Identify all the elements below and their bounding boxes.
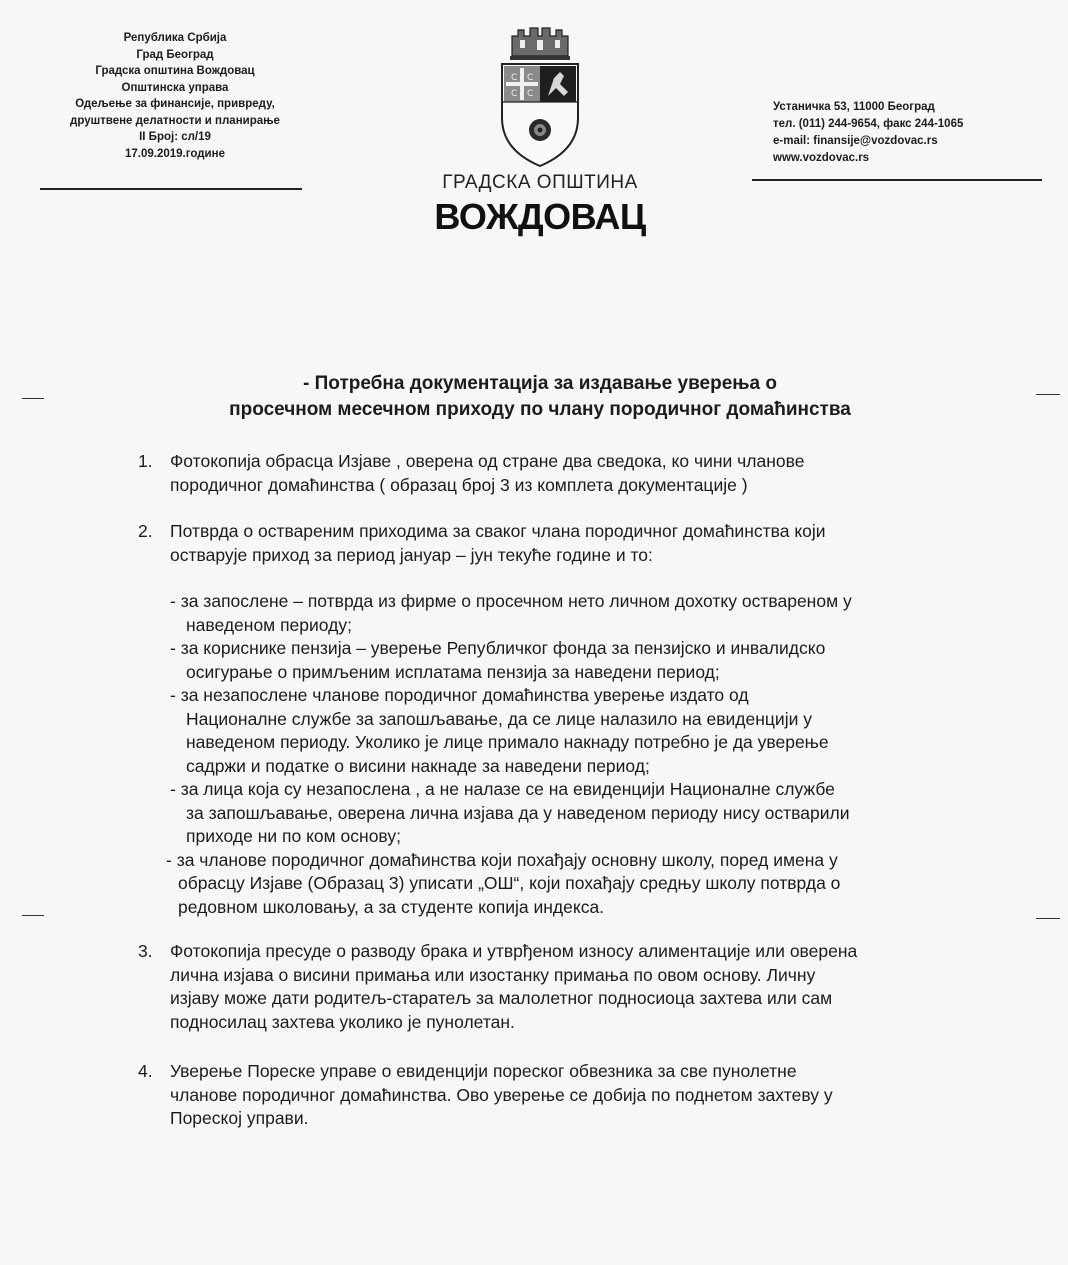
item-text: Потврда о оствареним приходима за сваког члана породичног домаћинства који остварује приход за период јануар – јун текуће године и то: — [170, 521, 826, 565]
svg-text:С: С — [527, 89, 534, 99]
contact-header — [773, 99, 1053, 167]
sender-line: Град Београд — [136, 48, 214, 61]
document-date: 17.09.2019.године — [125, 147, 225, 160]
item-number: 1. — [138, 451, 153, 471]
sender-line: Одељење за финансије, привреду, — [75, 98, 275, 110]
document-title — [100, 371, 980, 423]
item-number: 3. — [138, 941, 153, 961]
sender-line: Општинска управа — [121, 81, 229, 94]
contact-website: www.vozdovac.rs — [773, 152, 870, 164]
contact-phone: тел. (011) 244-9654, факс 244-1065 — [773, 118, 964, 130]
sub-bullet: - за запослене – потврда из фирме о просечном нето личном дохотку оствареном у наведеном периоду; — [170, 591, 852, 635]
header-divider-left — [40, 188, 302, 190]
fold-mark — [22, 398, 44, 399]
reference-number: II Број: сл/19 — [139, 131, 211, 143]
sender-line: Градска општина Вождовац — [95, 65, 255, 77]
sub-bullet: - за лица која су незапослена , а не налазе се на евиденцији Националне службе за запошљавање, оверена лична изјава да у наведеном периоду нису остварили приходе ни по ком основу; — [170, 779, 850, 846]
header-divider-right — [752, 179, 1042, 181]
item-text: Уверење Пореске управе о евиденцији пореског обвезника за све пунолетне чланове породичног домаћинства. Ово уверење се добија по поднетом захтеву у Пореској управи. — [170, 1061, 833, 1128]
item-number: 2. — [138, 521, 153, 541]
title-line: - Потребна документација за издавање уверења о — [303, 373, 777, 394]
income-proof-sublist — [166, 590, 852, 919]
fold-mark — [1036, 394, 1060, 395]
sub-bullet: - за чланове породичног домаћинства који похађају основну школу, поред имена у обрасцу Изјаве (Образац 3) уписати „ОШ“, који похађају средњу школу потврда о редовном школовању, а за студенте копија индекса. — [166, 849, 841, 917]
item-text: Фотокопија пресуде о разводу брака и утврђеном износу алиментације или оверена лична изјава о висини примања или изостанку примања по овом основу. Личну изјаву може дати родитељ-старатељ за малолетног подносиоца захтева или сам подносилац захтева уколико је пунолетан. — [170, 941, 858, 1032]
sub-bullet: - за кориснике пензија – уверење Републичког фонда за пензијско и инвалидско осигурање о примљеним исплатама пензија за наведени период; — [170, 638, 826, 682]
contact-email: e-mail: finansije@vozdovac.rs — [773, 135, 938, 147]
sub-bullet: - за незапослене чланове породичног домаћинства уверење издато од Националне службе за запошљавање, да се лице налазило на евиденцији у наведеном периоду. Уколико је лице примало накнаду потребно је да уверење садржи и податке о висини накнаде за наведени период; — [170, 685, 829, 776]
contact-address: Устаничка 53, 11000 Београд — [773, 101, 935, 113]
item-number: 4. — [138, 1061, 153, 1081]
municipality-label: ГРАДСКА ОПШТИНА — [442, 172, 638, 193]
fold-mark — [1036, 918, 1060, 919]
fold-mark — [22, 915, 44, 916]
item-text: Фотокопија обрасца Изјаве , оверена од стране два сведока, ко чини чланове породичног домаћинства ( образац број 3 из комплета документације ) — [170, 451, 805, 495]
svg-text:С: С — [527, 73, 534, 83]
svg-text:С: С — [511, 89, 518, 99]
sender-header — [30, 30, 320, 162]
municipality-name: ВОЖДОВАЦ — [434, 196, 646, 237]
title-line: просечном месечном приходу по члану породичног домаћинства — [229, 399, 851, 420]
sender-line: Република Србија — [123, 32, 227, 44]
svg-text:С: С — [511, 73, 518, 83]
sender-line: друштвене делатности и планирање — [70, 114, 280, 127]
vozdovac-coat-of-arms-icon — [490, 26, 590, 168]
